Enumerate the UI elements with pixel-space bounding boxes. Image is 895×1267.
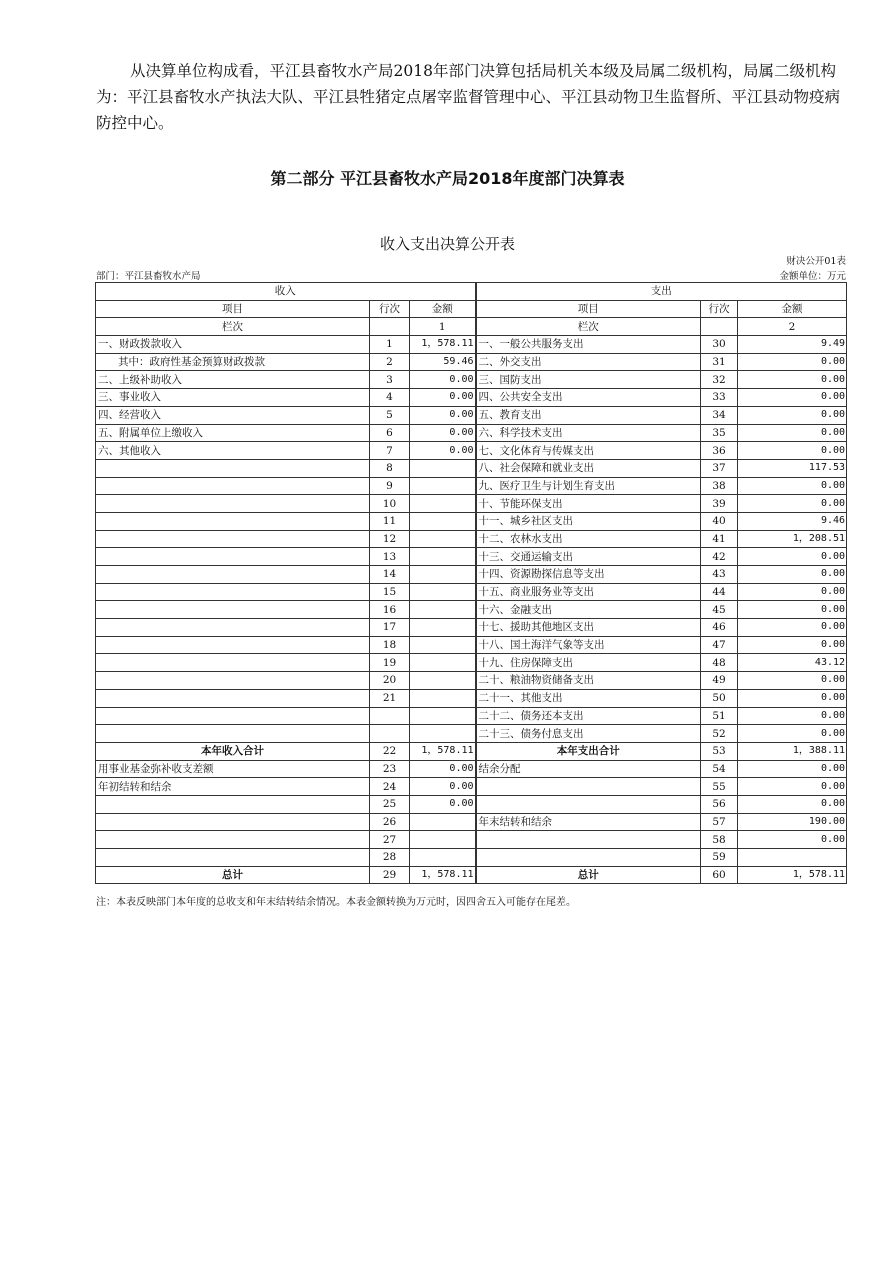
expense-rowno-cell: 40	[701, 512, 738, 530]
expense-item-cell: 总计	[476, 866, 701, 884]
income-item-cell	[96, 548, 370, 566]
table-note: 注：本表反映部门本年度的总收支和年末结转结余情况。本表金额转换为万元时，因四舍五入可能存在尾差。	[96, 897, 576, 908]
expense-rowno-cell: 34	[701, 406, 738, 424]
income-amount-cell	[410, 813, 476, 831]
income-rowno-cell: 16	[370, 601, 410, 619]
income-item-cell: 五、附属单位上缴收入	[96, 424, 370, 442]
unit-label: 金额单位：万元	[779, 271, 846, 282]
expense-rowno-cell: 38	[701, 477, 738, 495]
expense-item-header: 项目	[476, 300, 701, 318]
expense-amount-cell: 0.00	[738, 795, 847, 813]
income-rowno-cell: 15	[370, 583, 410, 601]
income-rowno-cell: 19	[370, 654, 410, 672]
expense-item-cell: 二、外交支出	[476, 353, 701, 371]
expense-item-cell: 十五、商业服务业等支出	[476, 583, 701, 601]
income-rowno-cell: 18	[370, 636, 410, 654]
expense-amount-cell: 0.00	[738, 760, 847, 778]
table-row	[96, 778, 847, 796]
expense-item-cell: 三、国防支出	[476, 371, 701, 389]
expense-item-cell: 二十一、其他支出	[476, 689, 701, 707]
income-item-cell: 四、经营收入	[96, 406, 370, 424]
income-rowno-cell: 29	[370, 866, 410, 884]
part-title: 第二部分 平江县畜牧水产局2018年度部门决算表	[270, 169, 625, 188]
income-rowno-cell: 9	[370, 477, 410, 495]
income-rowno-cell: 25	[370, 795, 410, 813]
expense-item-cell: 结余分配	[476, 760, 701, 778]
table-row	[96, 459, 847, 477]
income-item-cell	[96, 566, 370, 584]
income-rowno-cell: 7	[370, 442, 410, 460]
income-amount-cell	[410, 548, 476, 566]
table-row	[96, 654, 847, 672]
income-item-cell	[96, 619, 370, 637]
income-rowno-cell: 24	[370, 778, 410, 796]
table-row	[96, 707, 847, 725]
table-body	[96, 336, 847, 884]
income-item-cell	[96, 512, 370, 530]
expense-rowno-cell: 51	[701, 707, 738, 725]
expense-rowno-cell: 44	[701, 583, 738, 601]
table-row	[96, 619, 847, 637]
income-item-cell: 用事业基金弥补收支差额	[96, 760, 370, 778]
expense-amount-cell: 0.00	[738, 566, 847, 584]
expense-amount-cell: 0.00	[738, 389, 847, 407]
income-item-cell	[96, 459, 370, 477]
expense-item-cell: 十三、交通运输支出	[476, 548, 701, 566]
income-item-cell	[96, 601, 370, 619]
department-label: 部门：平江县畜牧水产局	[96, 271, 201, 282]
expense-col-blank	[701, 318, 738, 336]
expense-rowno-cell: 60	[701, 866, 738, 884]
expense-amount-cell: 1，388.11	[738, 742, 847, 760]
expense-rowno-cell: 47	[701, 636, 738, 654]
expense-rowno-cell: 42	[701, 548, 738, 566]
expense-amount-cell: 0.00	[738, 442, 847, 460]
income-item-cell	[96, 707, 370, 725]
income-item-cell	[96, 813, 370, 831]
expense-amount-cell: 9.49	[738, 336, 847, 354]
income-rowno-cell: 3	[370, 371, 410, 389]
table-row	[96, 742, 847, 760]
income-amount-cell: 59.46	[410, 353, 476, 371]
income-rowno-cell: 27	[370, 831, 410, 849]
expense-item-cell: 本年支出合计	[476, 742, 701, 760]
income-item-cell: 本年收入合计	[96, 742, 370, 760]
income-rowno-cell	[370, 707, 410, 725]
expense-item-cell: 十六、金融支出	[476, 601, 701, 619]
expense-amount-cell: 0.00	[738, 778, 847, 796]
expense-item-cell: 十七、援助其他地区支出	[476, 619, 701, 637]
income-amount-cell	[410, 566, 476, 584]
income-amount-cell: 1，578.11	[410, 866, 476, 884]
income-amount-cell	[410, 495, 476, 513]
expense-rowno-cell: 36	[701, 442, 738, 460]
income-amount-cell	[410, 583, 476, 601]
income-amount-cell	[410, 512, 476, 530]
expense-rowno-cell: 45	[701, 601, 738, 619]
table-row	[96, 371, 847, 389]
expense-amount-cell: 43.12	[738, 654, 847, 672]
income-amount-cell	[410, 619, 476, 637]
expense-item-cell: 十一、城乡社区支出	[476, 512, 701, 530]
table-row	[96, 583, 847, 601]
expense-rowno-cell: 53	[701, 742, 738, 760]
expense-item-cell: 八、社会保障和就业支出	[476, 459, 701, 477]
income-amount-cell	[410, 530, 476, 548]
expense-amount-cell: 0.00	[738, 371, 847, 389]
income-item-cell: 一、财政拨款收入	[96, 336, 370, 354]
income-item-cell: 六、其他收入	[96, 442, 370, 460]
income-amount-cell: 0.00	[410, 389, 476, 407]
income-rowno-cell: 26	[370, 813, 410, 831]
income-item-cell: 二、上级补助收入	[96, 371, 370, 389]
income-amount-cell	[410, 654, 476, 672]
income-item-cell	[96, 672, 370, 690]
income-item-cell	[96, 831, 370, 849]
table-row	[96, 336, 847, 354]
expense-amount-cell: 0.00	[738, 353, 847, 371]
income-item-cell	[96, 689, 370, 707]
expense-item-cell	[476, 795, 701, 813]
expense-item-cell: 九、医疗卫生与计划生育支出	[476, 477, 701, 495]
expense-rowno-cell: 30	[701, 336, 738, 354]
expense-rowno-cell: 50	[701, 689, 738, 707]
income-item-cell: 其中：政府性基金预算财政拨款	[96, 353, 370, 371]
income-rowno-cell: 4	[370, 389, 410, 407]
table-row	[96, 672, 847, 690]
table-row	[96, 477, 847, 495]
expense-amount-cell: 0.00	[738, 477, 847, 495]
income-rowno-cell: 21	[370, 689, 410, 707]
income-amount-cell	[410, 725, 476, 743]
expense-amount-cell: 0.00	[738, 495, 847, 513]
expense-rowno-cell: 59	[701, 849, 738, 867]
income-amount-cell	[410, 477, 476, 495]
form-number: 财决公开01表	[786, 256, 846, 267]
expense-item-cell: 十九、住房保障支出	[476, 654, 701, 672]
expense-amount-cell: 0.00	[738, 601, 847, 619]
income-rowno-cell: 13	[370, 548, 410, 566]
expense-item-cell: 四、公共安全支出	[476, 389, 701, 407]
intro-paragraph: 从决算单位构成看，平江县畜牧水产局2018年部门决算包括局机关本级及局属二级机构，局属二级机构为：平江县畜牧水产执法大队、平江县牲猪定点屠宰监督管理中心、平江县动物卫生监督所、平江县动物疫病防控中心。	[96, 62, 841, 132]
income-amount-cell: 0.00	[410, 778, 476, 796]
expense-amount-cell	[738, 849, 847, 867]
table-row	[96, 353, 847, 371]
income-rowno-cell: 23	[370, 760, 410, 778]
income-expense-table	[95, 282, 847, 884]
income-rowno-header: 行次	[370, 300, 410, 318]
income-amount-cell	[410, 672, 476, 690]
income-item-cell: 总计	[96, 866, 370, 884]
expense-rowno-cell: 41	[701, 530, 738, 548]
income-item-cell	[96, 636, 370, 654]
expense-rowno-cell: 52	[701, 725, 738, 743]
income-item-cell	[96, 654, 370, 672]
expense-rowno-cell: 39	[701, 495, 738, 513]
expense-rowno-cell: 54	[701, 760, 738, 778]
expense-amount-cell: 0.00	[738, 672, 847, 690]
table-row	[96, 530, 847, 548]
income-rowno-cell: 28	[370, 849, 410, 867]
income-item-cell	[96, 495, 370, 513]
income-item-cell: 年初结转和结余	[96, 778, 370, 796]
income-amount-cell: 0.00	[410, 760, 476, 778]
income-col-blank	[370, 318, 410, 336]
income-item-cell	[96, 530, 370, 548]
expense-col-number: 2	[738, 318, 847, 336]
expense-item-cell: 七、文化体育与传媒支出	[476, 442, 701, 460]
income-amount-header: 金额	[410, 300, 476, 318]
table-row	[96, 849, 847, 867]
table-row	[96, 548, 847, 566]
income-amount-cell: 1，578.11	[410, 336, 476, 354]
expense-rowno-cell: 35	[701, 424, 738, 442]
expense-item-cell: 二十三、债务付息支出	[476, 725, 701, 743]
expense-rowno-cell: 37	[701, 459, 738, 477]
expense-item-cell	[476, 849, 701, 867]
income-amount-cell	[410, 636, 476, 654]
income-item-cell	[96, 477, 370, 495]
income-item-header: 项目	[96, 300, 370, 318]
income-rowno-cell: 20	[370, 672, 410, 690]
income-item-cell	[96, 583, 370, 601]
expense-item-cell: 十、节能环保支出	[476, 495, 701, 513]
expense-rowno-header: 行次	[701, 300, 738, 318]
income-amount-cell: 0.00	[410, 406, 476, 424]
income-amount-cell	[410, 831, 476, 849]
income-rowno-cell: 5	[370, 406, 410, 424]
income-rowno-cell: 8	[370, 459, 410, 477]
expense-amount-cell: 117.53	[738, 459, 847, 477]
table-row	[96, 813, 847, 831]
table-row	[96, 406, 847, 424]
table-row	[96, 760, 847, 778]
table-row	[96, 831, 847, 849]
expense-amount-header: 金额	[738, 300, 847, 318]
expense-amount-cell: 0.00	[738, 707, 847, 725]
income-amount-cell	[410, 689, 476, 707]
expense-item-cell: 六、科学技术支出	[476, 424, 701, 442]
expense-rowno-cell: 57	[701, 813, 738, 831]
table-row	[96, 866, 847, 884]
income-rowno-cell: 14	[370, 566, 410, 584]
income-item-cell	[96, 795, 370, 813]
income-rowno-cell: 10	[370, 495, 410, 513]
income-rowno-cell: 12	[370, 530, 410, 548]
expense-item-cell: 十八、国土海洋气象等支出	[476, 636, 701, 654]
income-amount-cell: 0.00	[410, 371, 476, 389]
expense-amount-cell: 1，208.51	[738, 530, 847, 548]
expense-rowno-cell: 32	[701, 371, 738, 389]
expense-rowno-cell: 43	[701, 566, 738, 584]
expense-col-label: 栏次	[476, 318, 701, 336]
expense-amount-cell: 0.00	[738, 406, 847, 424]
income-amount-cell: 1，578.11	[410, 742, 476, 760]
expense-item-cell: 年末结转和结余	[476, 813, 701, 831]
income-amount-cell	[410, 849, 476, 867]
expense-amount-cell: 0.00	[738, 583, 847, 601]
income-rowno-cell: 2	[370, 353, 410, 371]
expense-item-cell: 一、一般公共服务支出	[476, 336, 701, 354]
income-amount-cell: 0.00	[410, 442, 476, 460]
expense-rowno-cell: 33	[701, 389, 738, 407]
table-row	[96, 424, 847, 442]
table-title: 收入支出决算公开表	[379, 235, 515, 253]
table-row	[96, 601, 847, 619]
expense-amount-cell: 0.00	[738, 619, 847, 637]
expense-item-cell: 十二、农林水支出	[476, 530, 701, 548]
income-amount-cell: 0.00	[410, 424, 476, 442]
income-rowno-cell: 11	[370, 512, 410, 530]
expense-item-cell	[476, 831, 701, 849]
expense-amount-cell: 0.00	[738, 689, 847, 707]
income-amount-cell	[410, 601, 476, 619]
income-item-cell: 三、事业收入	[96, 389, 370, 407]
expense-amount-cell: 9.46	[738, 512, 847, 530]
expense-item-cell: 二十、粮油物资储备支出	[476, 672, 701, 690]
expense-item-cell	[476, 778, 701, 796]
table-row	[96, 442, 847, 460]
expense-amount-cell: 0.00	[738, 548, 847, 566]
expense-amount-cell: 0.00	[738, 831, 847, 849]
table-row	[96, 566, 847, 584]
income-rowno-cell: 17	[370, 619, 410, 637]
expense-rowno-cell: 46	[701, 619, 738, 637]
expense-rowno-cell: 31	[701, 353, 738, 371]
income-rowno-cell: 1	[370, 336, 410, 354]
expense-rowno-cell: 55	[701, 778, 738, 796]
table-row	[96, 389, 847, 407]
income-rowno-cell: 22	[370, 742, 410, 760]
expense-amount-cell: 0.00	[738, 725, 847, 743]
income-col-label: 栏次	[96, 318, 370, 336]
income-col-number: 1	[410, 318, 476, 336]
income-header: 收入	[96, 283, 476, 301]
expense-header: 支出	[476, 283, 847, 301]
expense-amount-cell: 190.00	[738, 813, 847, 831]
expense-rowno-cell: 49	[701, 672, 738, 690]
expense-amount-cell: 1，578.11	[738, 866, 847, 884]
table-row	[96, 795, 847, 813]
table-row	[96, 636, 847, 654]
income-item-cell	[96, 849, 370, 867]
income-item-cell	[96, 725, 370, 743]
income-amount-cell	[410, 707, 476, 725]
expense-item-cell: 二十二、债务还本支出	[476, 707, 701, 725]
expense-rowno-cell: 48	[701, 654, 738, 672]
table-row	[96, 495, 847, 513]
table-row	[96, 725, 847, 743]
table-row	[96, 689, 847, 707]
income-rowno-cell	[370, 725, 410, 743]
income-amount-cell	[410, 459, 476, 477]
expense-item-cell: 十四、资源勘探信息等支出	[476, 566, 701, 584]
expense-amount-cell: 0.00	[738, 424, 847, 442]
expense-rowno-cell: 58	[701, 831, 738, 849]
expense-amount-cell: 0.00	[738, 636, 847, 654]
expense-item-cell: 五、教育支出	[476, 406, 701, 424]
expense-rowno-cell: 56	[701, 795, 738, 813]
income-amount-cell: 0.00	[410, 795, 476, 813]
income-rowno-cell: 6	[370, 424, 410, 442]
table-row	[96, 512, 847, 530]
